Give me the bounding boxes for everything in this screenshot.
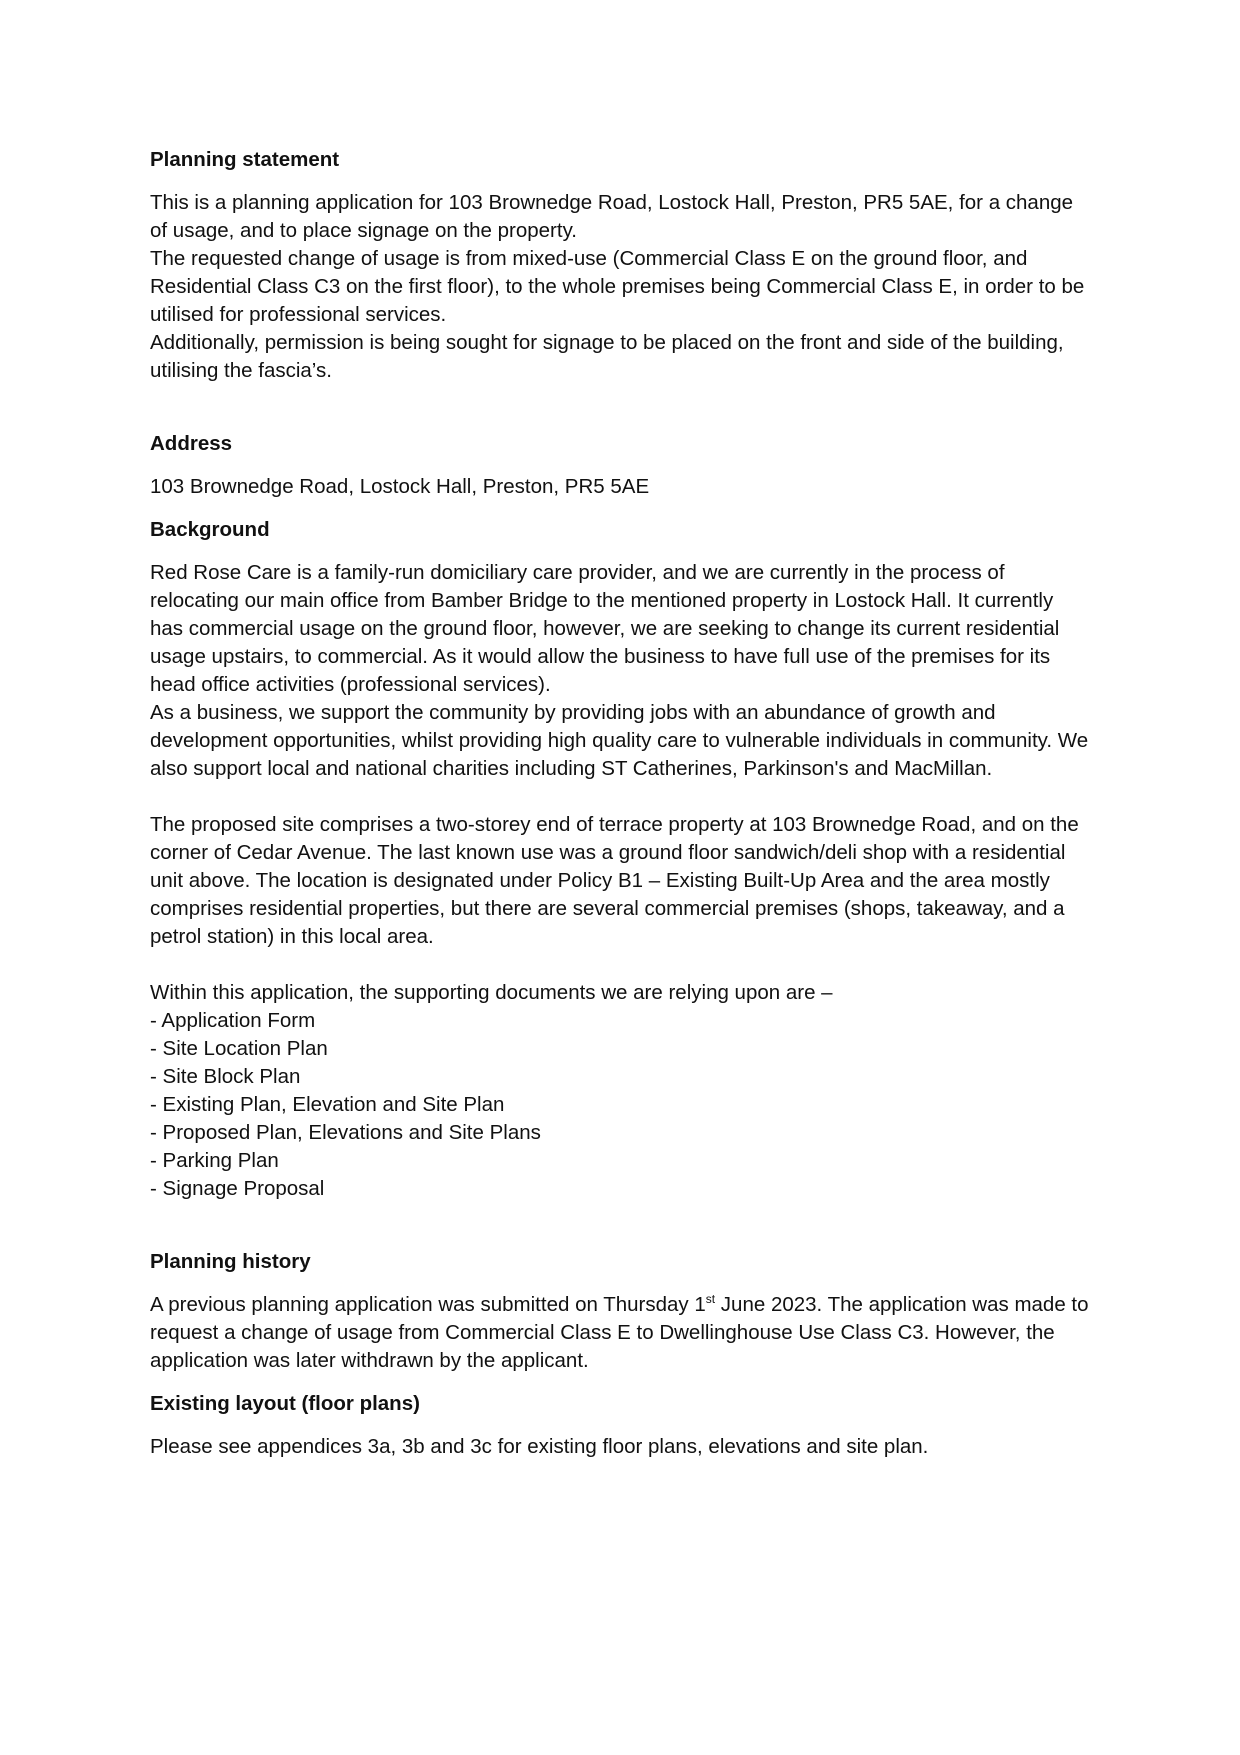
address-text: 103 Brownedge Road, Lostock Hall, Preston, PR5 5AE: [150, 475, 650, 498]
list-item: - Parking Plan: [150, 1149, 279, 1172]
list-item: - Existing Plan, Elevation and Site Plan: [150, 1093, 505, 1116]
ordinal-suffix: st: [705, 1292, 716, 1307]
background-paragraph: Red Rose Care is a family-run domiciliary care provider, and we are currently in the process of relocating our main office from Bamber Bridge to the mentioned property in Lostock Hall. It currently has commercial usage on the ground floor, however, we are seeking to change its current residential usage upstairs, to commercial. As it would allow the business to have full use of the premises for its head office activities (professional services).: [150, 561, 1060, 696]
document-page: [150, 146, 1090, 1461]
existing-layout-heading: Existing layout (floor plans): [150, 1392, 420, 1415]
existing-layout-text: Please see appendices 3a, 3b and 3c for existing floor plans, elevations and site plan.: [150, 1435, 929, 1458]
planning-statement-paragraph: This is a planning application for 103 Brownedge Road, Lostock Hall, Preston, PR5 5AE, for a change of usage, and to place signage on the property.: [150, 191, 1074, 242]
planning-statement-paragraph: Additionally, permission is being sought for signage to be placed on the front and side of the building, utilising the fascia’s.: [150, 331, 1064, 382]
list-item: - Site Location Plan: [150, 1037, 328, 1060]
supporting-documents-list: [150, 1007, 1090, 1203]
background-paragraph: As a business, we support the community by providing jobs with an abundance of growth and development opportunities, whilst providing high quality care to vulnerable individuals in community. We also support local and national charities including ST Catherines, Parkinson's and MacMillan.: [150, 701, 1089, 780]
planning-statement-heading: Planning statement: [150, 148, 340, 171]
planning-statement-paragraph: The requested change of usage is from mixed-use (Commercial Class E on the ground floor, and Residential Class C3 on the first floor), to the whole premises being Commercial Class E, in order to be utilised for professional services.: [150, 247, 1085, 326]
list-item: - Proposed Plan, Elevations and Site Plans: [150, 1121, 541, 1144]
site-description-paragraph: The proposed site comprises a two-storey end of terrace property at 103 Brownedge Road, and on the corner of Cedar Avenue. The last known use was a ground floor sandwich/deli shop with a residential unit above. The location is designated under Policy B1 – Existing Built-Up Area and the area mostly comprises residential properties, but there are several commercial premises (shops, takeaway, and a petrol station) in this local area.: [150, 813, 1079, 948]
background-heading: Background: [150, 518, 270, 541]
planning-history-text: [150, 1291, 1090, 1375]
planning-history-text-end: June 2023. The application was made to request a change of usage from Commercial Class E to Dwellinghouse Use Class C3. However, the application was later withdrawn by the applicant.: [150, 1293, 1089, 1372]
list-item: - Signage Proposal: [150, 1177, 325, 1200]
address-heading: Address: [150, 432, 233, 455]
planning-history-heading: Planning history: [150, 1250, 311, 1273]
supporting-documents-intro: Within this application, the supporting documents we are relying upon are –: [150, 981, 833, 1004]
list-item: - Application Form: [150, 1009, 316, 1032]
list-item: - Site Block Plan: [150, 1065, 301, 1088]
planning-history-text-start: A previous planning application was submitted on Thursday 1: [150, 1293, 706, 1316]
